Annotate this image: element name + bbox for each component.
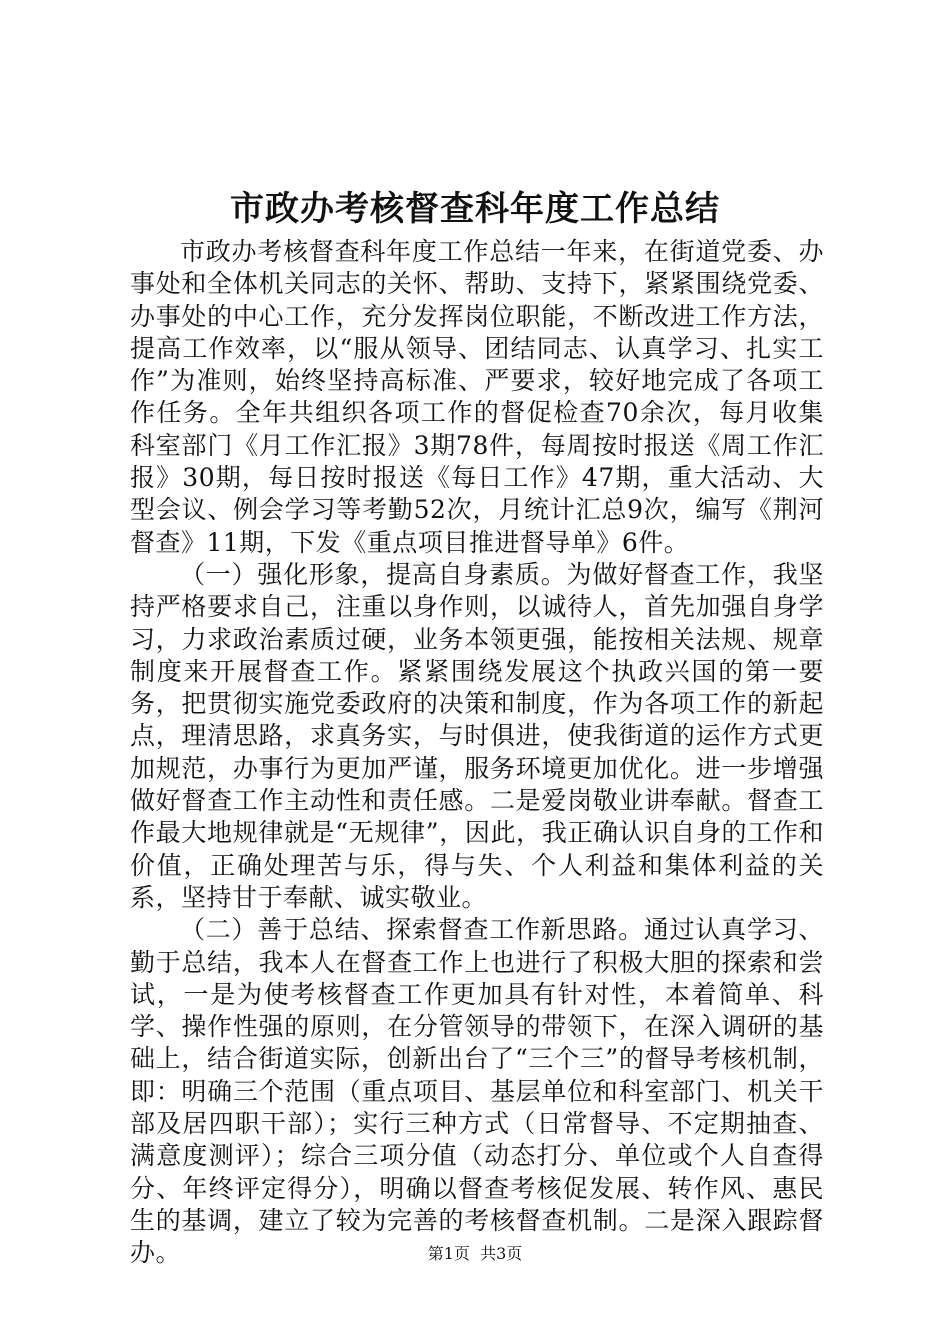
page-number: 第1页 共3页 bbox=[427, 1244, 523, 1263]
document-title: 市政办考核督查科年度工作总结 bbox=[230, 189, 720, 229]
paragraph-section-2: （二）善于总结、探索督查工作新思路。通过认真学习、勤于总结，我本人在督查工作上也进行了积极大胆的探索和尝试，一是为使考核督查工作更加具有针对性，本着简单、科学、操作性强的原则，在分管领导的带领下，在深入调研的基础上，结合街道实际，创新出台了“三个三”的督导考核机制，即：明确三个范围（重点项目、基层单位和科室部门、机关干部及居四职干部）；实行三种方式（日常督导、不定期抽查、满意度测评）；综合三项分值（动态打分、单位或个人自查得分、年终评定得分），明确以督查考核促发展、转作风、惠民生的基调，建立了较为完善的考核督查机制。二是深入跟踪督办。 bbox=[130, 915, 824, 1268]
paragraph-intro: 市政办考核督查科年度工作总结一年来，在街道党委、办事处和全体机关同志的关怀、帮助、支持下，紧紧围绕党委、办事处的中心工作，充分发挥岗位职能，不断改进工作方法，提高工作效率，以“服从领导、团结同志、认真学习、扎实工作”为准则，始终坚持高标准、严要求，较好地完成了各项工作任务。全年共组织各项工作的督促检查70余次，每月收集科室部门《月工作汇报》3期78件，每周按时报送《周工作汇报》30期，每日按时报送《每日工作》47期，重大活动、大型会议、例会学习等考勤52次，月统计汇总9次，编写《荆河督查》11期，下发《重点项目推进督导单》6件。 bbox=[130, 237, 824, 557]
paragraph-section-1: （一）强化形象，提高自身素质。为做好督查工作，我坚持严格要求自己，注重以身作则，以诚待人，首先加强自身学习，力求政治素质过硬，业务本领更强，能按相关法规、规章制度来开展督查工作。紧紧围绕发展这个执政兴国的第一要务，把贯彻实施党委政府的决策和制度，作为各项工作的新起点，理清思路，求真务实，与时俱进，使我街道的运作方式更加规范，办事行为更加严谨，服务环境更加优化。进一步增强做好督查工作主动性和责任感。二是爱岗敬业讲奉献。督查工作最大地规律就是“无规律”，因此，我正确认识自身的工作和价值，正确处理苦与乐，得与失、个人利益和集体利益的关系，坚持甘于奉献、诚实敬业。 bbox=[130, 559, 824, 912]
page-footer bbox=[0, 1243, 950, 1265]
document-body bbox=[130, 236, 824, 1270]
